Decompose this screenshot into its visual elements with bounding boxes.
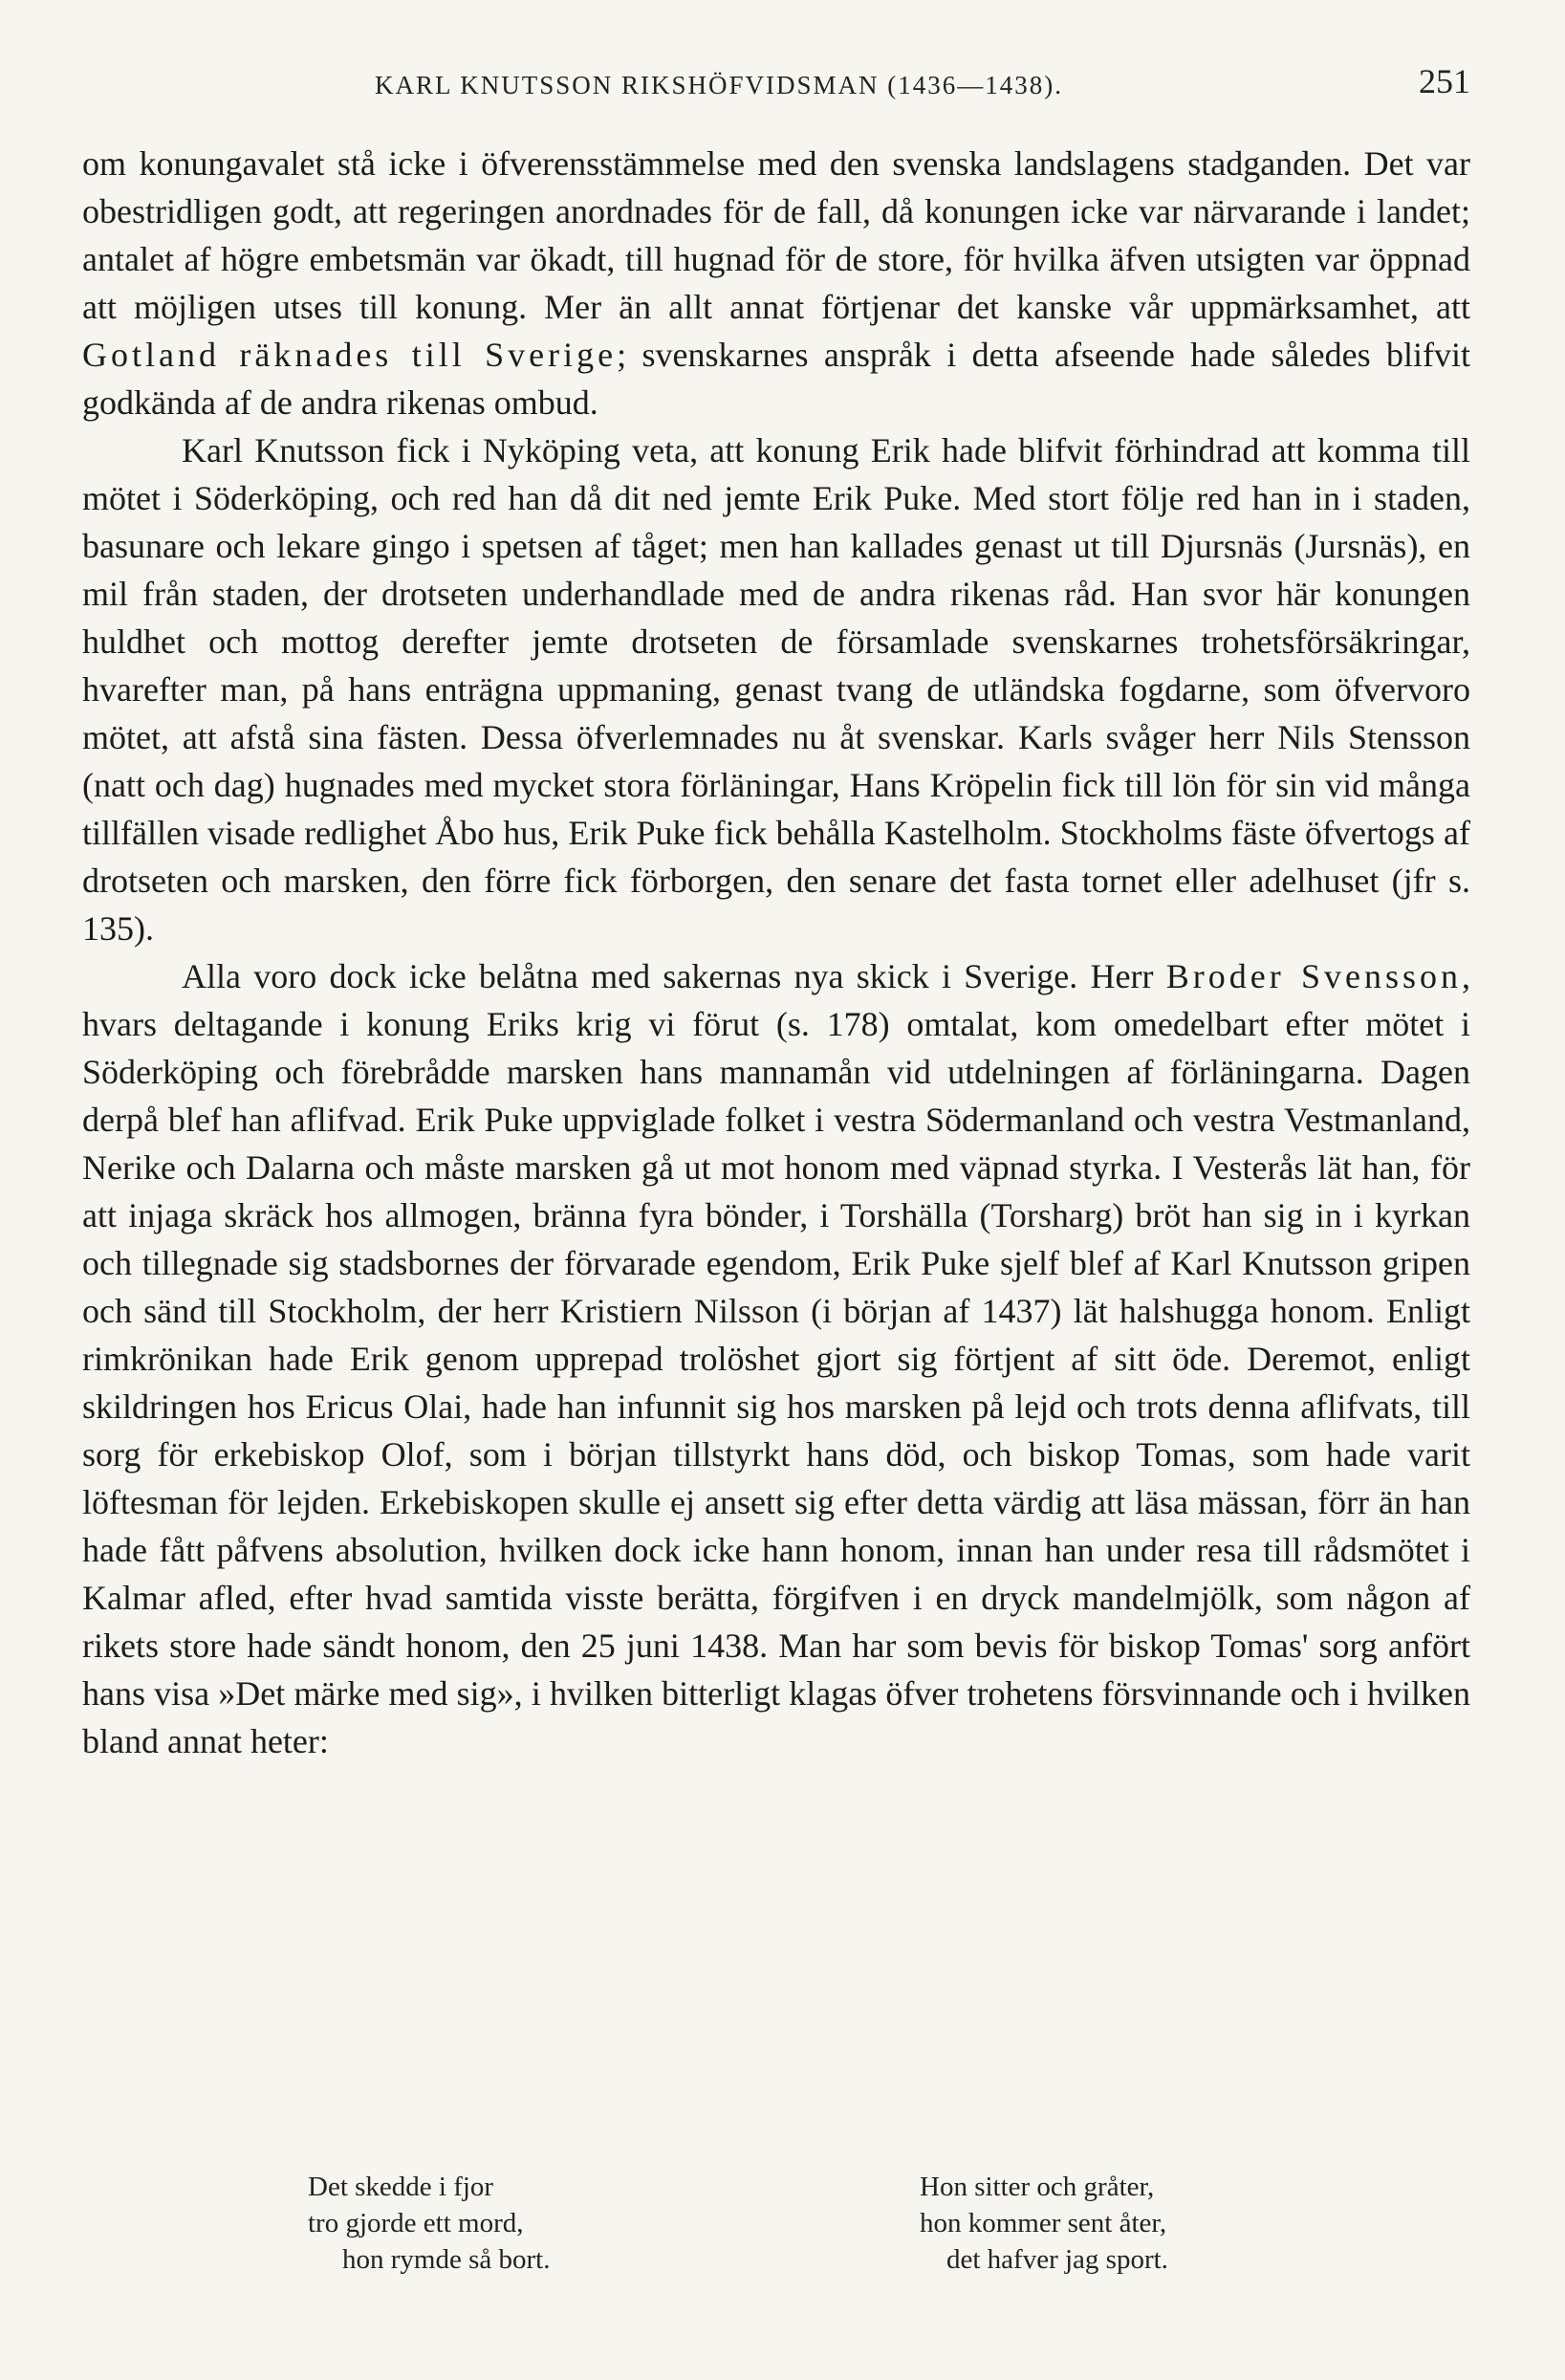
spaced-emphasis: Gotland räknades till Sverige: [82, 336, 618, 374]
paragraph-1: [82, 140, 1470, 426]
verse-column-left: [308, 2169, 550, 2278]
paragraph-text: ; svenskarnes anspråk i detta afseende hade således blifvit godkända af de andra rikenas ombud.: [82, 336, 1470, 422]
verse-line: Hon sitter och gråter,: [920, 2172, 1155, 2202]
page-header: [82, 57, 1470, 124]
page-number: 251: [1419, 62, 1470, 100]
verse-line: hon kommer sent åter,: [920, 2208, 1167, 2238]
paragraph-text: Alla voro dock icke belåtna med sakernas nya skick i Sverige. Herr: [182, 957, 1166, 995]
paragraph-text: Karl Knutsson fick i Nyköping veta, att konung Erik hade blifvit förhindrad att komma till mötet i Söderköping, och red han då dit ned jemte Erik Puke. Med stort följe red han in i staden, basunare och lekare gingo i spetsen af tåget; men han kallades genast ut till Djursnäs (Jursnäs), en mil från staden, der drotseten underhandlade med de andra rikenas råd. Han svor här konungen huldhet och mottog derefter jemte drotseten de församlade svenskarnes trohetsförsäkringar, hvarefter man, på hans enträgna uppmaning, genast tvang de utländska fogdarne, som öfvervoro mötet, att afstå sina fästen. Dessa öfverlemnades nu åt svenskar. Karls svåger herr Nils Stensson (natt och dag) hugnades med mycket stora förläningar, Hans Kröpelin fick till lön för sin vid många tillfällen visade redlighet Åbo hus, Erik Puke fick behålla Kastelholm. Stockholms fäste öfvertogs af drotseten och marsken, den förre fick förborgen, den senare det fasta tornet eller adelhuset (jfr s. 135).: [82, 431, 1470, 948]
spaced-emphasis: Broder Svensson: [1165, 957, 1462, 995]
verse-line: Det skedde i fjor: [308, 2172, 494, 2202]
paragraph-text: om konungavalet stå icke i öfverensstämmelse med den svenska landslagens stadganden. Det var obestridligen godt, att regeringen anordnades för de fall, då konungen icke var närvarande i landet; antalet af högre embetsmän var ökadt, till hugnad för de store, för hvilka äfven utsigten var öppnad att möjligen utses till konung. Mer än allt annat förtjenar det kanske vår uppmärksamhet, att: [82, 144, 1470, 326]
book-page: [82, 57, 1470, 2275]
verse-line: det hafver jag sport.: [946, 2244, 1168, 2275]
paragraph-3: [82, 952, 1470, 1765]
verse-column-right: [920, 2169, 1168, 2278]
paragraph-text: , hvars deltagande i konung Eriks krig vi förut (s. 178) omtalat, kom omedelbart efter mötet i Söderköping och förebrådde marsken hans mannamån vid utdelningen af förläningarna. Dagen derpå blef han aflifvad. Erik Puke uppviglade folket i vestra Södermanland och vestra Vestmanland, Nerike och Dalarna och måste marsken gå ut mot honom med väpnad styrka. I Vesterås lät han, för att injaga skräck hos allmogen, bränna fyra bönder, i Torshälla (Torsharg) bröt han sig in i kyrkan och tillegnade sig stadsbornes der förvarade egendom, Erik Puke sjelf blef af Karl Knutsson gripen och sänd till Stockholm, der herr Kristiern Nilsson (i början af 1437) lät halshugga honom. Enligt rimkrönikan hade Erik genom upprepad trolöshet gjort sig förtjent af sitt öde. Deremot, enligt skildringen hos Ericus Olai, hade han infunnit sig hos marsken på lejd och trots denna aflifvats, till sorg för erkebiskop Olof, som i början tillstyrkt hans död, och biskop Tomas, som hade varit löftesman för lejden. Erkebiskopen skulle ej ansett sig efter detta värdig att läsa mässan, förr än han hade fått påfvens absolution, hvilken dock icke hann honom, innan han under resa till rådsmötet i Kalmar afled, efter hvad samtida visste berätta, förgifven i en dryck mandelmjölk, som någon af rikets store hade sändt honom, den 25 juni 1438. Man har som bevis för biskop Tomas' sorg anfört hans visa »Det märke med sig», i hvilken bitterligt klagas öfver trohetens försvinnande och i hvilken bland annat heter:: [82, 957, 1470, 1760]
verse-line: hon rymde så bort.: [342, 2244, 551, 2275]
running-title: KARL KNUTSSON RIKSHÖFVIDSMAN (1436—1438).: [375, 71, 1064, 99]
paragraph-2: [82, 426, 1470, 952]
body-text: [82, 140, 1470, 1765]
verse-line: tro gjorde ett mord,: [308, 2208, 524, 2238]
